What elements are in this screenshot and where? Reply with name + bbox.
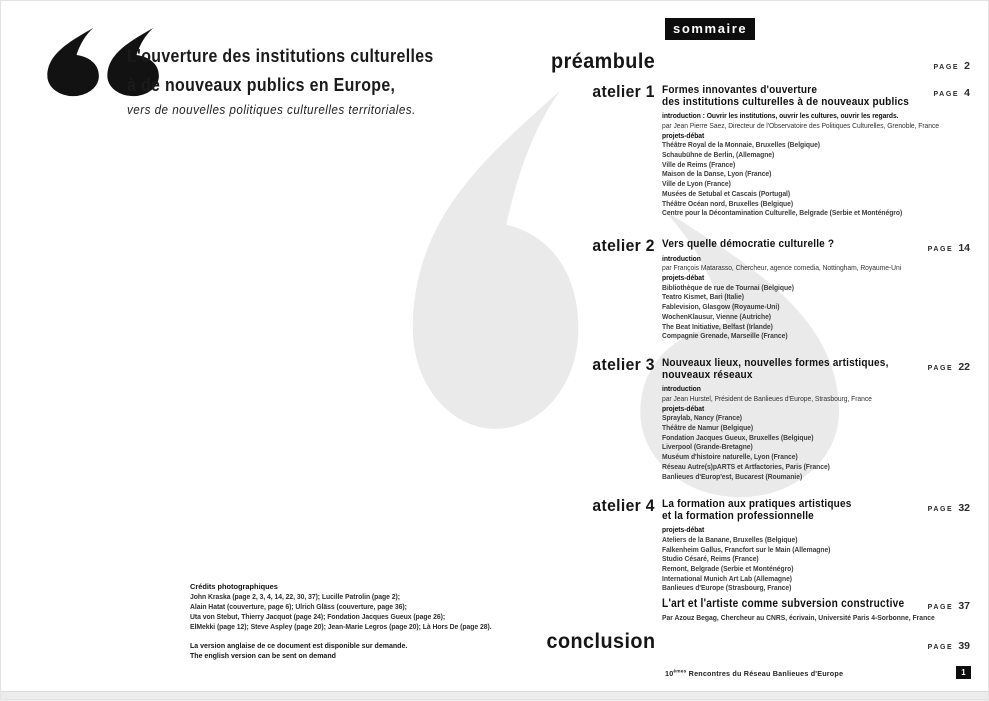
project-item: Musées de Setubal et Cascais (Portugal) [662,188,791,198]
project-item: Banlieues d'Europ'est, Bucarest (Roumanie) [662,471,803,481]
project-item: Studio Césaré, Reims (France) [662,554,759,564]
credits-block [190,582,507,661]
project-item: Teatro Kismet, Bari (Italie) [662,292,744,302]
project-item: Ateliers de la Banane, Bruxelles (Belgique) [662,534,798,544]
project-item: Réseau Autre(s)pARTS et Artfactories, Paris (France) [662,461,830,471]
atelier-title [662,499,977,522]
atelier-title [662,239,977,251]
section-label: atelier 2 [592,236,655,255]
atelier-title-line: et la formation professionnelle [662,509,814,522]
page-number: 22 [958,361,970,373]
project-item: International Munich Art Lab (Allemagne) [662,573,792,583]
project-item: Fondation Jacques Gueux, Bruxelles (Belgique) [662,432,814,442]
meta-line: introduction : Ouvrir les institutions, ouvrir les cultures, ouvrir les regards. [662,111,899,121]
footer-prefix: 10 [665,669,674,678]
project-item: Fablevision, Glasgow (Royaume-Uni) [662,302,780,312]
project-item: Remont, Belgrade (Serbie et Monténégro) [662,564,794,573]
atelier-title [662,85,977,108]
sommaire-label: sommaire [665,18,755,40]
title-line-2: à de nouveaux publics en Europe, [127,73,396,95]
page-word: PAGE [927,246,954,253]
credits-note [190,641,507,661]
credits-lines [190,592,507,632]
project-item: Spraylab, Nancy (France) [662,413,742,423]
credits-note-line: The english version can be sent on demand [190,650,336,660]
section-label: conclusion [545,629,655,653]
meta-line: projets-débat [662,273,705,282]
project-item: Ville de Lyon (France) [662,179,731,189]
meta-line: projets-débat [662,130,705,140]
page-number: 39 [958,640,970,652]
project-item: The Beat Initiative, Belfast (Irlande) [662,321,773,331]
page-word: PAGE [927,644,954,651]
page-ref [928,640,970,652]
meta-line: projets-débat [662,403,705,413]
section-label: atelier 4 [592,496,655,515]
atelier-title-line: Vers quelle démocratie culturelle ? [662,238,835,250]
project-item: Ville de Reims (France) [662,159,736,169]
page-number: 37 [958,600,970,612]
project-item: Schaubühne de Berlin, (Allemagne) [662,150,775,159]
project-item: Théâtre de Namur (Belgique) [662,423,754,432]
art-section-byline: Par Azouz Begag, Chercheur au CNRS, écrivain, Université Paris 4-Sorbonne, France [662,613,935,622]
page-word: PAGE [927,604,954,611]
page-number: 14 [958,242,970,254]
project-list [662,413,977,481]
project-item: Maison de la Danse, Lyon (France) [662,169,772,179]
page-ref [933,60,970,72]
atelier-title-line: nouveaux réseaux [662,368,753,381]
footer-rest: Rencontres du Réseau Banlieues d'Europe [686,669,844,678]
page-number: 4 [964,87,970,99]
atelier-title [662,358,977,381]
credits-line: ElMekki (page 12); Steve Aspley (page 20); Jean-Marie Legros (page 20); Là Hors De (page 28). [190,621,492,631]
art-body [662,598,977,622]
credits-title: Crédits photographiques [190,582,278,591]
project-list [662,283,977,341]
atelier-meta [662,111,977,140]
page-word: PAGE [927,506,954,513]
atelier-meta [662,525,977,535]
meta-line: projets-débat [662,525,705,535]
project-item: Falkenheim Gallus, Francfort sur le Main (Allemagne) [662,544,831,554]
section-label: atelier 1 [592,82,655,101]
project-list [662,140,977,218]
atelier-meta [662,254,977,283]
atelier-title-line: Nouveaux lieux, nouvelles formes artistiques, [662,357,889,369]
atelier-title-line: Formes innovantes d'ouverture [662,84,818,96]
page-word: PAGE [927,365,954,372]
art-section-title: L'art et l'artiste comme subversion constructive [662,598,905,610]
atelier-meta [662,384,977,413]
meta-line: par Jean Pierre Saez, Directeur de l'Observatoire des Politiques Culturelles, Grenoble, France [662,120,940,130]
atelier-body [662,499,977,593]
footer-note [665,669,843,678]
credits-line: Uta von Stebut, Thierry Jacquot (page 24); Fondation Jacques Gueux (page 26); [190,611,446,621]
meta-line: par François Matarasso, Chercheur, agence comedia, Nottingham, Royaume-Uni [662,263,902,273]
atelier-title-line: La formation aux pratiques artistiques [662,498,852,510]
page-number: 32 [958,502,970,514]
project-item: Liverpool (Grande-Bretagne) [662,442,753,452]
atelier-body [662,358,977,481]
credits-note-line: La version anglaise de ce document est disponible sur demande. [190,640,408,650]
footer-sup: èmes [673,669,687,675]
page-word: PAGE [933,91,960,98]
project-item: WochenKlausur, Vienne (Autriche) [662,311,771,321]
project-item: Bibliothèque de rue de Tournai (Belgique) [662,282,794,292]
atelier-title-line: des institutions culturelles à de nouveaux publics [662,95,910,108]
page-number: 2 [964,60,970,72]
credits-line: John Kraska (page 2, 3, 4, 14, 22, 30, 37); Lucille Patrolin (page 2); [190,592,400,601]
section-label: préambule [550,49,655,73]
document-subtitle: vers de nouvelles politiques culturelles territoriales. [127,102,416,117]
credits-line: Alain Hatat (couverture, page 6); Ulrich Gläss (couverture, page 36); [190,601,407,611]
meta-line: introduction [662,384,701,394]
project-item: Muséum d'histoire naturelle, Lyon (France) [662,452,798,462]
page-number-badge: 1 [956,666,971,679]
atelier-body [662,239,977,341]
meta-line: par Jean Hurstel, Président de Banlieues d'Europe, Strasbourg, France [662,393,872,403]
project-item: Banlieues d'Europe (Strasbourg, France) [662,583,792,593]
project-item: Centre pour la Décontamination Culturelle, Belgrade (Serbie et Monténégro) [662,208,903,218]
project-item: Compagnie Grenade, Marseille (France) [662,331,788,341]
page-word: PAGE [933,64,960,71]
section-label: atelier 3 [592,355,655,374]
project-item: Théâtre Royal de la Monnaie, Bruxelles (Belgique) [662,140,821,150]
atelier-body [662,85,977,218]
title-line-1: L'ouverture des institutions culturelles [127,45,434,66]
meta-line: introduction [662,253,701,263]
document-title [127,42,484,117]
project-list [662,535,977,593]
project-item: Théâtre Océan nord, Bruxelles (Belgique) [662,198,794,208]
